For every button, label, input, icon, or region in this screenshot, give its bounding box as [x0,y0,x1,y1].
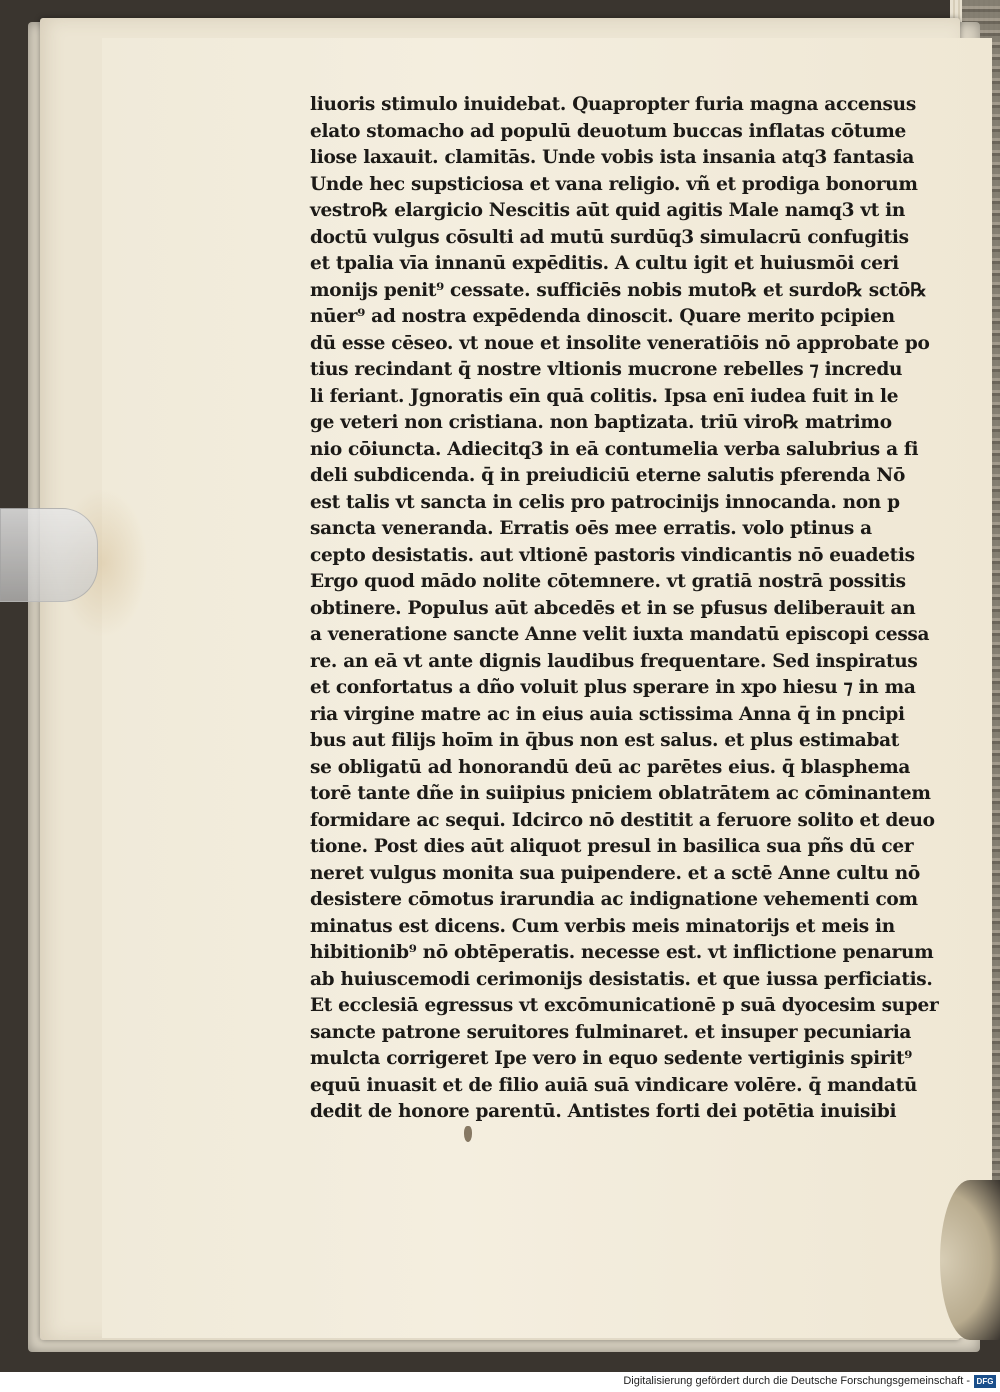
text-line: Ergo quod mādo nolite cōtemnere. vt gratiā nostrā possitis [310,571,906,592]
funding-caption-bar [0,1372,1000,1392]
text-line: nio cōiuncta. Adiecitq3 in eā contumelia verba salubrius a fi [310,438,919,460]
text-line: equū inuasit et de filio auiā suā vindicare volēre. q̄ mandatū [310,1074,917,1096]
text-line: hibitionib⁹ nō obtēperatis. necesse est. vt inflictione penarum [310,942,934,963]
text-line: ria virgine matre ac in eius auia sctissima Anna q̄ in pncipi [310,703,905,725]
page-clip [0,508,98,602]
text-line: sancta veneranda. Erratis oēs mee erratis. volo ptinus a [310,518,872,539]
ink-mark [464,1126,472,1142]
text-line: deli subdicenda. q̄ in preiudiciū eterne salutis pferenda Nō [310,465,905,486]
incunable-text-block [310,92,940,1126]
text-line: dedit de honore parentū. Antistes forti dei potētia inuisibi [310,1101,897,1122]
text-line: re. an eā vt ante dignis laudibus frequentare. Sed inspiratus [310,650,918,672]
text-line: se obligatū ad honorandū deū ac parētes eius. q̄ blasphema [310,756,911,778]
text-line: et confortatus a dño voluit plus sperare in xpo hiesu ⁊ in ma [310,677,916,698]
text-line: dū esse cēseo. vt noue et insolite veneratiōis nō approbate po [310,332,930,354]
text-line: torē tante dñe in suiipius pniciem oblatrātem ac cōminantem [310,783,931,804]
text-line: monijs penit⁹ cessate. sufficiēs nobis muto℞ et surdo℞ sctō℞ [310,279,927,301]
text-line: Et ecclesiā egressus vt excōmunicationē p suā dyocesim super [310,995,939,1016]
text-line: minatus est dicens. Cum verbis meis minatorijs et meis in [310,915,895,937]
text-line: formidare ac sequi. Idcirco nō destitit a feruore solito et deuo [310,809,935,831]
text-line: nūer⁹ ad nostra expēdenda dinoscit. Quare merito pcipien [310,306,895,327]
text-line: a veneratione sancte Anne velit iuxta mandatū episcopi cessa [310,624,930,645]
text-line: tius recindant q̄ nostre vltionis mucrone rebelles ⁊ incredu [310,359,903,380]
text-line: cepto desistatis. aut vltionē pastoris vindicantis nō euadetis [310,544,915,566]
text-line: bus aut filijs hoīm in q̄bus non est salus. et plus estimabat [310,730,900,751]
text-line: et tpalia vīa innanū expēditis. A cultu igit et huiusmōi ceri [310,253,899,274]
dfg-logo: DFG [974,1375,996,1388]
text-line: tione. Post dies aūt aliquot presul in basilica sua pñs dū cer [310,836,914,857]
text-line: mulcta corrigeret Ipe vero in equo sedente vertiginis spirit⁹ [310,1048,913,1069]
text-line: ge veteri non cristiana. non baptizata. triū viro℞ matrimo [310,412,892,433]
funding-caption: Digitalisierung gefördert durch die Deutsche Forschungsgemeinschaft - [623,1375,970,1387]
text-line: li feriant. Jgnoratis eīn quā colitis. Ipsa enī iudea fuit in le [310,385,899,407]
text-line: ab huiuscemodi cerimonijs desistatis. et que iussa perficiatis. [310,968,933,990]
text-line: liose laxauit. clamitās. Unde vobis ista insania atq3 fantasia [310,147,915,168]
text-line: vestro℞ elargicio Nescitis aūt quid agitis Male namq3 vt in [310,200,906,221]
text-line: sancte patrone seruitores fulminaret. et insuper pecuniaria [310,1021,912,1043]
text-line: est talis vt sancta in celis pro patrocinijs innocanda. non p [310,491,900,513]
text-line: desistere cōmotus irarundia ac indignatione vehementi com [310,889,918,910]
text-line: neret vulgus monita sua puipendere. et a sctē Anne cultu nō [310,862,920,884]
text-line: doctū vulgus cōsulti ad mutū surdūq3 simulacrū confugitis [310,226,909,248]
text-line: Unde hec supsticiosa et vana religio. vñ et prodiga bonorum [310,173,918,195]
text-line: liuoris stimulo inuidebat. Quapropter furia magna accensus [310,94,916,115]
text-line: elato stomacho ad populū deuotum buccas inflatas cōtume [310,120,906,142]
page-curl [940,1180,1000,1340]
text-line: obtinere. Populus aūt abcedēs et in se pfusus deliberauit an [310,597,916,619]
